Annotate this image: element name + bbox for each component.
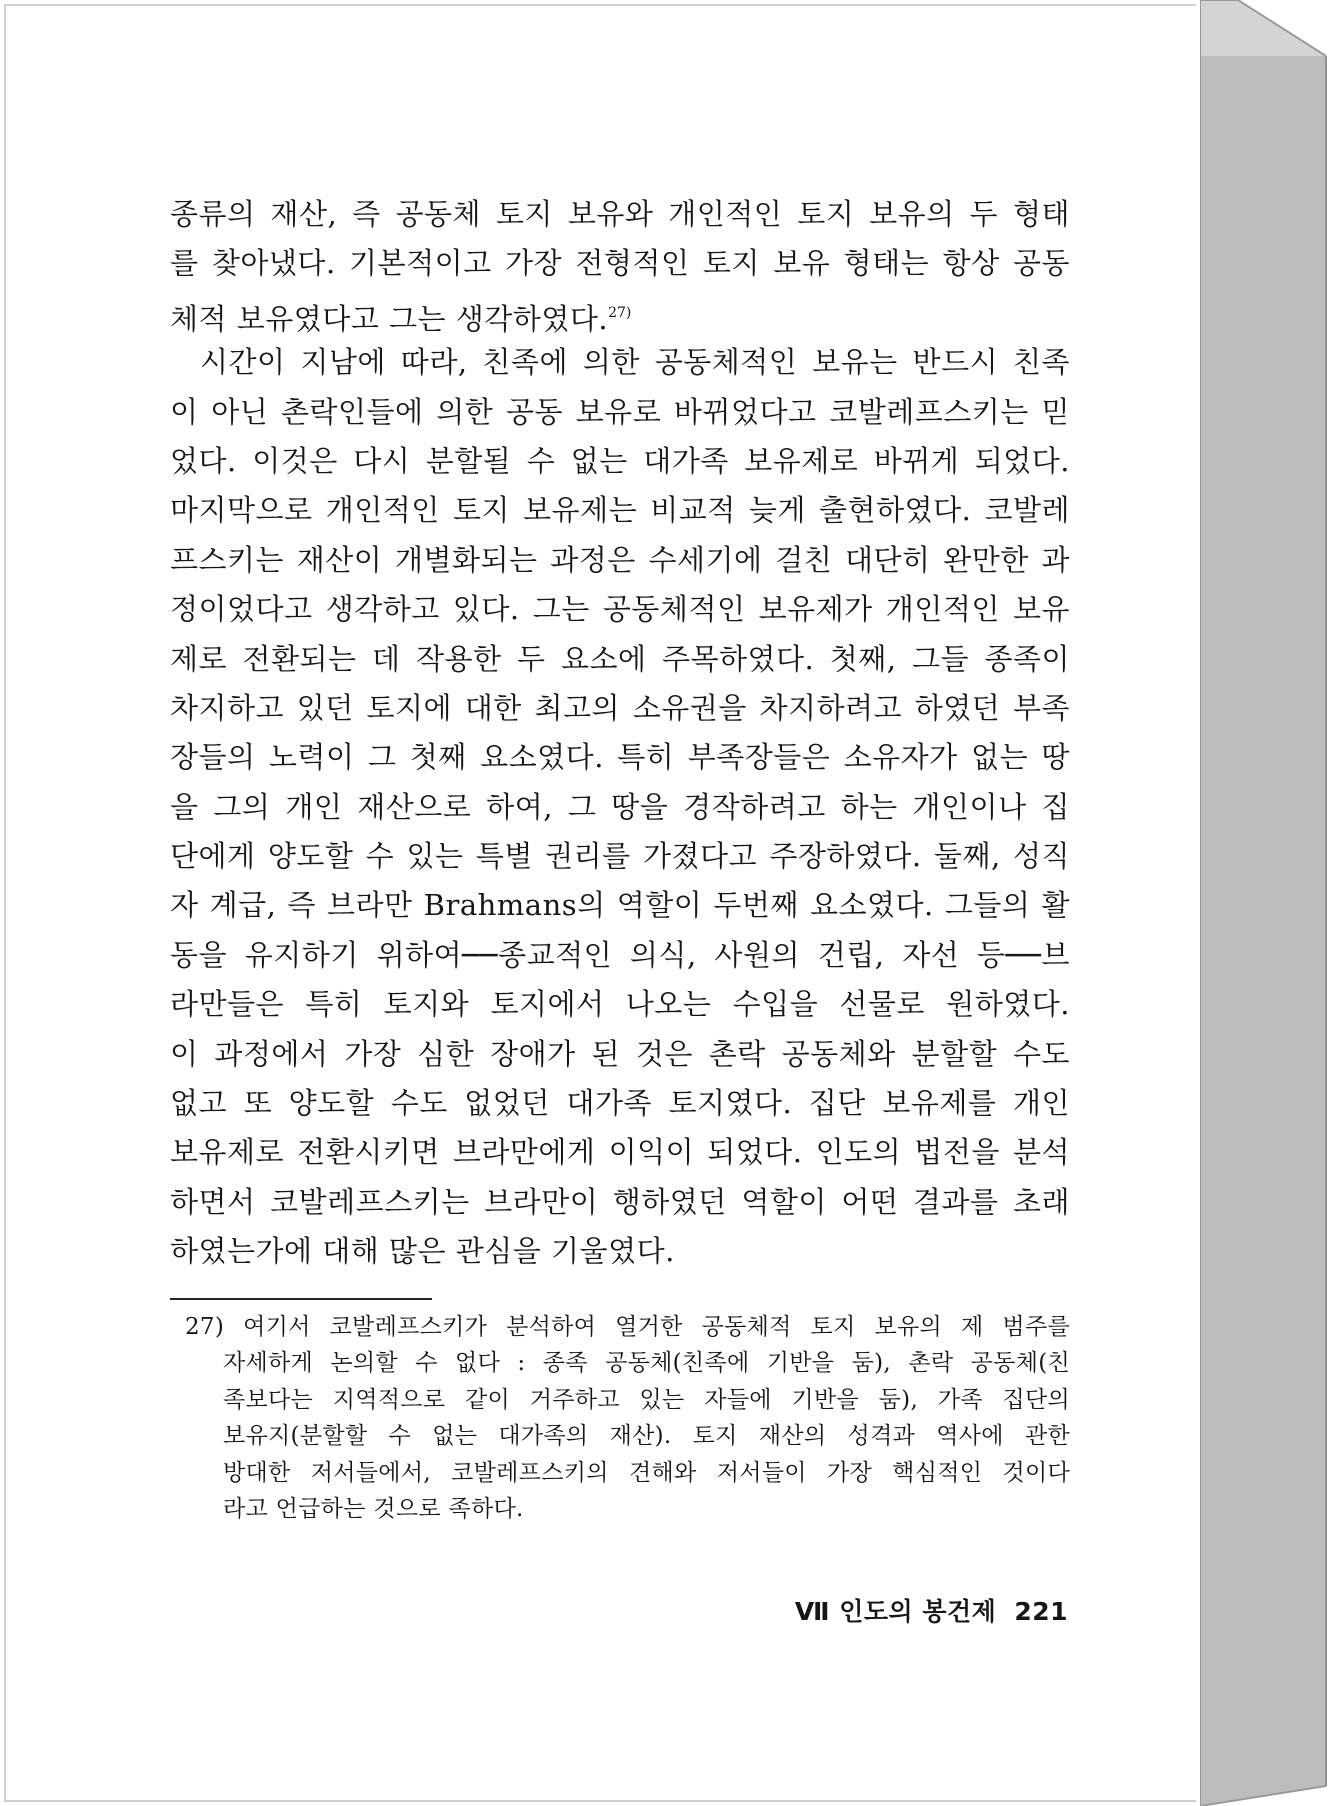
footnote-27 [185, 1309, 1070, 1527]
text-line: 었다. 이것은 다시 분할될 수 없는 대가족 보유제로 바뀌게 되었다. [170, 443, 1070, 478]
text-line: 제로 전환되는 데 작용한 두 요소에 주목하였다. 첫째, 그들 종족이 [170, 641, 1070, 676]
text-line: 종류의 재산, 즉 공동체 토지 보유와 개인적인 토지 보유의 두 형태 [170, 197, 1070, 231]
text-line: 정이었다고 생각하고 있다. 그는 공동체적인 보유제가 개인적인 보유 [170, 592, 1070, 627]
text-line: 동을 유지하기 위하여──종교적인 의식, 사원의 건립, 자선 등──브 [170, 937, 1070, 972]
text-line-content: 체적 보유였다고 그는 생각하였다. [170, 301, 609, 336]
footnote-line: 자세하게 논의할 수 없다 : 종족 공동체(친족에 기반을 둠), 촌락 공동체(친 [223, 1350, 1070, 1377]
page-number: 221 [1014, 1597, 1068, 1626]
text-line: 보유제로 전환시키면 브라만에게 이익이 되었다. 인도의 법전을 분석 [170, 1135, 1070, 1170]
body-text [170, 190, 1070, 1277]
footnote-divider [170, 1298, 432, 1300]
text-line: 없고 또 양도할 수도 없었던 대가족 토지였다. 집단 보유제를 개인 [170, 1086, 1070, 1121]
running-footer [795, 1592, 1068, 1628]
text-line: 을 그의 개인 재산으로 하여, 그 땅을 경작하려고 하는 개인이나 집 [170, 789, 1070, 824]
text-line: 프스키는 재산이 개별화되는 과정은 수세기에 걸친 대단히 완만한 과 [170, 542, 1070, 577]
text-line: 자 계급, 즉 브라만 Brahmans의 역할이 두번째 요소였다. 그들의 활 [170, 888, 1070, 923]
paragraph-1 [170, 190, 1070, 338]
text-line: 하면서 코발레프스키는 브라만이 행하였던 역할이 어떤 결과를 초래 [170, 1184, 1070, 1219]
chapter-title: Ⅶ 인도의 봉건제 [794, 1597, 997, 1626]
book-edge [1200, 0, 1338, 1806]
footnote-line: 27) 여기서 코발레프스키가 분석하여 열거한 공동체적 토지 보유의 제 범주를 [185, 1314, 1070, 1340]
text-line: 마지막으로 개인적인 토지 보유제는 비교적 늦게 출현하였다. 코발레 [170, 493, 1070, 528]
text-line [170, 289, 1070, 338]
text-line: 라만들은 특히 토지와 토지에서 나오는 수입을 선물로 원하였다. [170, 987, 1070, 1022]
text-line: 를 찾아냈다. 기본적이고 가장 전형적인 토지 보유 형태는 항상 공동 [170, 246, 1070, 281]
footnote-line: 족보다는 지역적으로 같이 거주하고 있는 자들에 기반을 둠), 가족 집단의 [223, 1386, 1070, 1413]
text-line: 시간이 지남에 따라, 친족에 의한 공동체적인 보유는 반드시 친족 [200, 345, 1070, 380]
text-line: 이 아닌 촌락인들에 의한 공동 보유로 바뀌었다고 코발레프스키는 믿 [170, 394, 1070, 429]
text-line: 하였는가에 대해 많은 관심을 기울였다. [170, 1234, 675, 1269]
paragraph-2 [170, 338, 1070, 1276]
footnote-reference[interactable]: 27) [608, 304, 632, 321]
footnote-line: 보유지(분할할 수 없는 대가족의 재산). 토지 재산의 성격과 역사에 관한 [223, 1423, 1070, 1450]
footnote-line: 방대한 저서들에서, 코발레프스키의 견해와 저서들이 가장 핵심적인 것이다 [223, 1459, 1070, 1486]
text-line: 차지하고 있던 토지에 대한 최고의 소유권을 차지하려고 하였던 부족 [170, 690, 1070, 725]
text-line: 단에게 양도할 수 있는 특별 권리를 가졌다고 주장하였다. 둘째, 성직 [170, 839, 1070, 874]
footnote-line: 라고 언급하는 것으로 족하다. [223, 1495, 524, 1522]
text-line: 이 과정에서 가장 심한 장애가 된 것은 촌락 공동체와 분할할 수도 [170, 1036, 1070, 1071]
text-line: 장들의 노력이 그 첫째 요소였다. 특히 부족장들은 소유자가 없는 땅 [170, 740, 1070, 775]
